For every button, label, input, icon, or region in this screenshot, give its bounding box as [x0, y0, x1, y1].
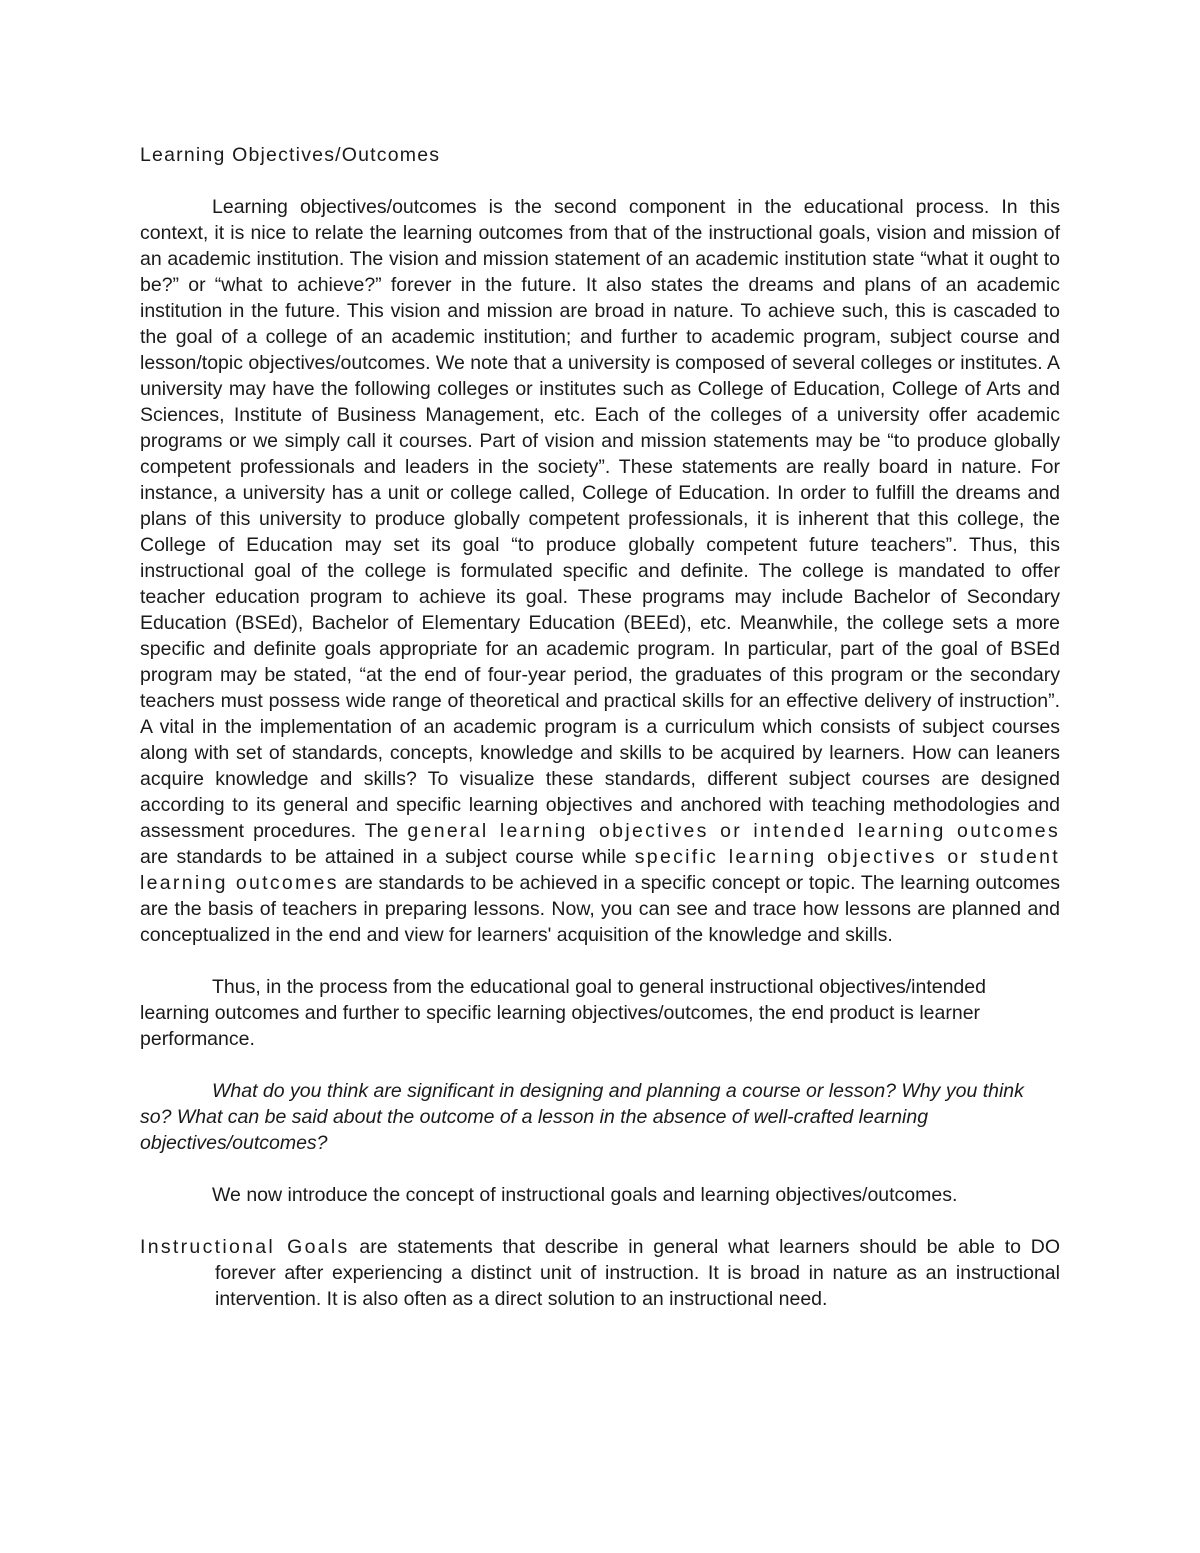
paragraph-process-summary: Thus, in the process from the educational goal to general instructional objectives/intended learning outcomes and further to specific learning objectives/outcomes, the end product is learner performance.: [140, 976, 986, 1050]
paragraph-introduction: We now introduce the concept of instructional goals and learning objectives/outcomes.: [212, 1184, 958, 1206]
definition-text: are statements that describe in general what learners should be able to DO forever after experiencing a distinct unit of instruction. It is broad in nature as an instructional intervention. It is also often as a direct solution to an instructional need.: [215, 1236, 1061, 1310]
paragraph-text: are standards to be achieved in a specific concept or topic. The learning outcomes are the basis of teachers in preparing lessons. Now, you can see and trace how lessons are planned and conceptualized in the end and view for learners' acquisition of the knowledge and skills.: [140, 872, 1060, 946]
reflection-question: What do you think are significant in designing and planning a course or lesson? Why you think so? What can be said about the outcome of a lesson in the absence of well-crafted learning objectives/outcomes?: [140, 1080, 1024, 1154]
term-specific-objectives: specific learning objectives or student learning outcomes: [140, 846, 1060, 894]
paragraph-text: are standards to be attained in a subject course while: [140, 846, 635, 868]
paragraph-text: Learning objectives/outcomes is the second component in the educational process. In this context, it is nice to relate the learning outcomes from that of the instructional goals, vision and mission of an academic institution. The vision and mission statement of an academic institution state “what it ought to be?” or “what to achieve?” forever in the future. It also states the dreams and plans of an academic institution in the future. This vision and mission are broad in nature. To achieve such, this is cascaded to the goal of a college of an academic institution; and further to academic program, subject course and lesson/topic objectives/outcomes. We note that a university is composed of several colleges or institutes. A university may have the following colleges or institutes such as College of Education, College of Arts and Sciences, Institute of Business Management, etc. Each of the colleges of a university offer academic programs or we simply call it courses. Part of vision and mission statements may be “to produce globally competent professionals and leaders in the society”. These statements are really board in nature. For instance, a university has a unit or college called, College of Education. In order to fulfill the dreams and plans of this university to produce globally competent professionals, it is inherent that this college, the College of Education may set its goal “to produce globally competent future teachers”. Thus, this instructional goal of the college is formulated specific and definite. The college is mandated to offer teacher education program to achieve its goal. These programs may include Bachelor of Secondary Education (BSEd), Bachelor of Elementary Education (BEEd), etc. Meanwhile, the college sets a more specific and definite goals appropriate for an academic program. In particular, part of the goal of BSEd program may be stated, “at the end of four-year period, the graduates of this program or the secondary teachers must possess wide range of theoretical and practical skills for an effective delivery of instruction”. A vital in the implementation of an academic program is a curriculum which consists of subject courses along with set of standards, concepts, knowledge and skills to be acquired by learners. How can leaners acquire knowledge and skills? To visualize these standards, different subject courses are designed according to its general and specific learning objectives and anchored with teaching methodologies and assessment procedures. The: [140, 196, 1060, 842]
section-heading: Learning Objectives/Outcomes: [140, 144, 441, 166]
document-body: [140, 142, 1060, 1312]
definition-term: Instructional Goals: [140, 1236, 350, 1258]
definition-instructional-goals: [140, 1234, 1060, 1312]
paragraph-learning-objectives: [140, 194, 1060, 948]
term-general-objectives: general learning objectives or intended learning outcomes: [407, 820, 1060, 842]
